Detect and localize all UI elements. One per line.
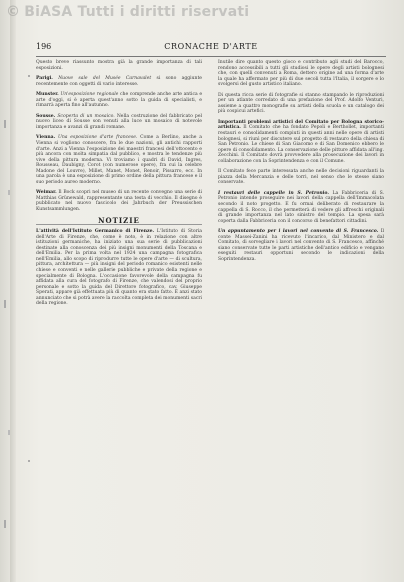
edge-mark <box>8 190 10 195</box>
entry-lead: L'attività dell'Istituto Germanico di Firenze. <box>36 229 155 235</box>
page-fold <box>10 0 16 582</box>
section-title: NOTIZIE <box>98 215 140 225</box>
intro-paragraph: Questo breve riassunto mostra già la grande importanza di tali esposizioni. <box>36 60 202 71</box>
entry-parigi <box>36 76 202 87</box>
entry-body: si sono aggiunte recentemente con oggetti di vario interesse. <box>36 76 203 87</box>
entry-vienna <box>36 135 202 185</box>
entry-body: Nella costruzione del fabbricato pel nuovo liceo di Sousse son venuti alla luce un mosaico di notevole importanza e avanzi di grandi romane. <box>36 113 202 130</box>
entry-weimar <box>36 190 202 212</box>
entry-restauri <box>218 191 384 224</box>
entry-lead: Parigi. <box>36 76 53 82</box>
entry-comitato <box>218 120 384 164</box>
entry-lead: Weimar. <box>36 190 57 196</box>
entry-body: Come a Berlino, anche a Vienna si vogliono conoscere, fra le due nazioni, gli antichi rapporti d'arte. Anzi a Vienna l'esposizione dei maestri francesi dell'ottocento e più ancora con molta simpatia dal pubblico, e mostra le tendenze più vive della pittura moderna. Vi troviamo i quadri di David, Ingres, Rousseau, Daubigny, Corot (con numerose opere), fra cui la celebre Madone del Louvre), Millet, Manet, Monet, Renoir, Pissarro, ecc. In una parola è una esposizione di primo ordine della pittura francese e il suo periodo aureo moderno. <box>36 135 203 185</box>
entry-title: Scoperta di un mosaico. <box>57 113 115 119</box>
copyright-icon: © <box>6 4 21 20</box>
punch-dot <box>28 75 30 77</box>
entry-title: Un'esposizione regionale <box>60 92 119 98</box>
entry-lead: Un appuntamento per i lavori nel convento di S. Francesco. <box>218 229 379 235</box>
entry-lead: Vienna. <box>36 135 56 141</box>
paragraph: Di questa ricca serie di fotografie si stanno stampando le riproduzioni per un atlante corredato di una prefazione del Prof. Adolfo Venturi, assieme a quattro monografie su artisti della scuola e un catalogo dei più cospicui artefici. <box>218 92 384 115</box>
paragraph: Inutile dire quanto questo gioco e contributo agli studi del Barocco, rendono accessibili a tutti gli studiosi le opere degli artisti bolognesi che, con quelli convenuti a Roma, dettero origine ad una forma d'arte la quale ha affermato per più di due secoli tutta l'Italia, il sorgere e lo svolgersi del gusto artistico italiano. <box>218 60 384 88</box>
entry-munster <box>36 92 202 109</box>
entry-convento <box>218 229 384 262</box>
entry-title: Nuove sale del Musée Carnavalet <box>58 76 152 82</box>
running-title: CRONACHE D'ARTE <box>164 42 258 51</box>
edge-mark <box>4 300 6 308</box>
page-number: 196 <box>36 42 52 51</box>
edge-mark <box>8 430 10 435</box>
edge-mark <box>4 120 6 128</box>
entry-lead: Sousse. <box>36 113 56 119</box>
left-column <box>36 60 202 312</box>
entry-body: Il Comitato che ha fondato Pepoli e Berthollet, importanti restauri e consolidamenti compiuti in questi anni nelle opere di artisti bolognesi, si riunì per discutere sul progetto di restauro della chiesa di San Petronio. Le chiese di San Giacomo e di San Domenico ebbero le opere di consolidamento. La conservazione delle pitture affidata all'ing. Zecchini. Il Comitato dovrà provvedere alla prosecuzione dei lavori in collaborazione con la Soprintendenza e con il Comune. <box>218 125 384 164</box>
watermark <box>6 4 249 20</box>
paragraph: Il Comitato fece parte interessata anche nelle decisioni riguardanti la piazza della Mercanzia e delle torri, nel senso che le stesse siano conservate. <box>218 169 384 186</box>
right-column <box>218 60 384 268</box>
entry-body: L'Istituto di Storia dell'Arte di Firenze, che, come è noto, è in relazione con altre istituzioni germaniche, ha iniziato una sua serie di pubblicazioni destinate alla conoscenza dei più insigni monumenti della Toscana e dell'Emilia. Per la prima volta nel 1924 una campagna fotografica nell'Emilia, allo scopo di riprodurre tutte le opere d'arte — di scultura, pittura, architettura — più insigni del periodo romanico esistenti nelle chiese e conventi e nelle gallerie pubbliche e private della regione e specialmente di Bologna. L'occasione favorevole della campagna fu affidata alla cura del fotografo di Firenze, che valendosi del proprio personale e sotto la guida del Direttore fotografico, cav. Giuseppe Sperati, appare già effettuata più di quanto era stato fatto. È anzi stato annunciato che si potrà avere la raccolta completa dei monumenti sacri della regione. <box>36 229 202 307</box>
watermark-text: BiASA Tutti i diritti riservati <box>24 4 250 20</box>
entry-notizie <box>36 229 202 307</box>
entry-body: Il conte Massei-Zanini ha ricevuto l'incarico, dal Ministero e dal Comitato, di sorvegliare i lavori nel convento di S. Francesco, affinché siano conservate tutte le parti artistiche dell'antico edificio e vengano eseguiti restauri opportuni secondo le indicazioni della Soprintendenza. <box>218 229 384 262</box>
entry-lead: Munster. <box>36 92 59 98</box>
entry-body: La Fabbriceria di S. Petronio intende proseguire nei lavori della cappella dell'Immacolata secondo il noto progetto. E fu ormai deliberato di restaurare la cappella di S. Rocco, il che permetterà di vedere gli affreschi originali di grande importanza nel lato sinistro del tempio. La spesa sarà coperta dalla Fabbriceria con il concorso di benefattori cittadini. <box>218 190 384 224</box>
header-rule <box>36 56 386 57</box>
entry-body: Il Bock scopri nel museo di un recente convegno una serie di Matthias Grünewald, rappresentante una testa di vecchio. Il disegno è pubblicato nel nuovo fascicolo dei Jahrbuch der Preussischen Kunstsammlungen. <box>36 190 202 213</box>
entry-title: Una esposizione d'arte francese. <box>58 135 138 141</box>
entry-body: che comprende anche arte antica e arte d'oggi, si è aperta quest'anno sotto la guida di specialisti, e rimarrà aperta fino all'autunno. <box>36 92 203 109</box>
entry-lead: I restauri delle cappelle in S. Petronio. <box>218 190 329 196</box>
punch-dot <box>28 460 30 462</box>
entry-sousse <box>36 114 202 131</box>
edge-mark <box>4 520 6 528</box>
entry-lead: Importanti problemi artistici del Comitato per Bologna storico-artistica. <box>218 119 384 131</box>
running-header <box>36 42 386 54</box>
